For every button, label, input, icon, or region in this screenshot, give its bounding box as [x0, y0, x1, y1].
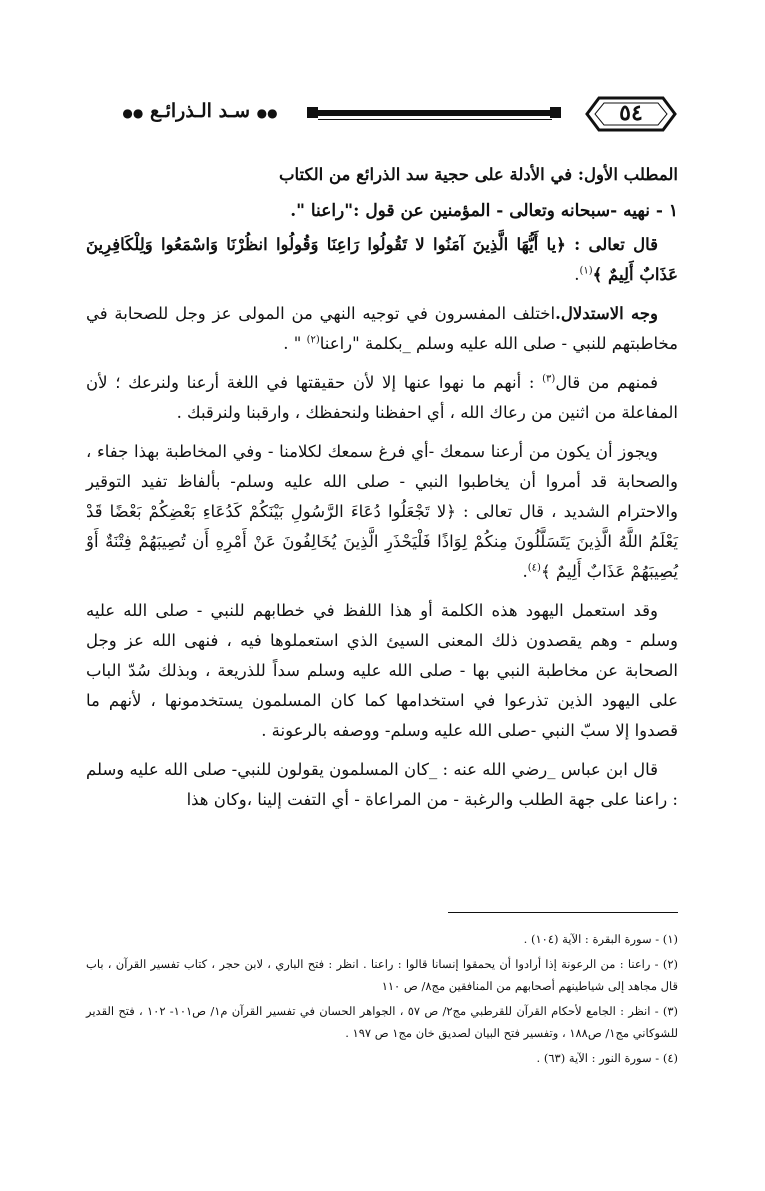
inference-label: وجه الاستدلال. [555, 304, 658, 323]
page-header [80, 86, 700, 142]
opinion-text-b: : أنهم ما نهوا عنها إلا لأن حقيقتها في اللغة أرعنا ولنرعك ؛ لأن المفاعلة من اثنين من رعاك الله ، أي احفظنا ولنحفظك ، وارقبنا ولنرقبك . [86, 373, 678, 422]
running-title [120, 100, 280, 122]
main-text [86, 160, 678, 824]
punct-1: . [574, 265, 580, 284]
footnote-2: (٢) - راعنا : من الرعونة إذا أرادوا أن يحمقوا إنسانا قالوا : راعنا . انظر : فتح الباري ، لابن حجر ، كتاب تفسير القرآن ، باب قال مجاهد إلى شياطينهم أصحابهم من المنافقين مج٨/ ص ١١٠ [86, 957, 678, 993]
punct-4: . [522, 562, 528, 581]
rule-square-right [550, 107, 561, 118]
page-number: ٥٤ [619, 100, 643, 126]
footnote-1: (١) - سورة البقرة : الآية (١٠٤) . [523, 932, 678, 946]
paragraph-jews: وقد استعمل اليهود هذه الكلمة أو هذا اللفظ في خطابهم للنبي - صلى الله عليه وسلم - وهم يقصدون ذلك المعنى السيئ الذي استعملوها فيه ، فنهى الله عز وجل الصحابة عن مخاطبة النبي بها - صلى الله عليه وسلم سداً للذريعة ، وبذلك سُدّ الباب على اليهود الذين تذرعوا في استخدامها كما كان المسلمون يستخدمونها ، لأنهم ما قصدوا إلا سبّ النبي -صلى الله عليه وسلم- ووصفه بالرعونة . [86, 601, 678, 740]
paragraph-verse-2 [86, 437, 678, 587]
verse-text-1: قال تعالى : ﴿يا أَيُّهَا الَّذِينَ آمَنُوا لا تَقُولُوا رَاعِنَا وَقُولُوا انظُرْنَا وَاسْمَعُوا وَلِلْكَافِرِينَ عَذَابٌ أَلِيمٌ ﴾ [86, 235, 678, 284]
paragraph-verse-1 [86, 230, 678, 290]
footnotes [86, 928, 678, 1072]
punct-2: " . [283, 334, 302, 353]
section-title: المطلب الأول: في الأدلة على حجية سد الذرائع من الكتاب [278, 165, 678, 184]
paragraph-ibn-abbas: قال ابن عباس _رضي الله عنه : _كان المسلمون يقولون للنبي- صلى الله عليه وسلم : راعنا على جهة الطلب والرغبة - من المراعاة - أي التفت إلينا ،وكان هذا [86, 760, 678, 809]
footnote-ref-2: (٢) [306, 334, 320, 346]
footnote-ref-1: (١) [579, 265, 593, 277]
footnote-ref-4: (٤) [527, 562, 541, 574]
page-number-badge [585, 90, 677, 138]
footnote-separator [448, 912, 678, 913]
footnote-4: (٤) - سورة النور : الآية (٦٣) . [536, 1051, 678, 1065]
header-rule [318, 110, 552, 116]
paragraph-opinion [86, 368, 678, 428]
running-title-text: سـد الـذرائـع [149, 100, 251, 122]
footnote-ref-3: (٣) [542, 373, 556, 385]
opinion-text-a: فمنهم من قال [555, 373, 658, 392]
verse-context-text: ويجوز أن يكون من أرعنا سمعك -أي فرغ سمعك لكلامنا - وفي المخاطبة بهذا جفاء ، والصحابة قد أمروا أن يخاطبوا النبي - صلى الله عليه وسلم- بألفاظ تفيد التوقير والاحترام الشديد ، قال تعالى : ﴿لا تَجْعَلُوا دُعَاءَ الرَّسُولِ بَيْنَكُمْ كَدُعَاءِ بَعْضِكُمْ بَعْضًا قَدْ يَعْلَمُ اللَّهُ الَّذِينَ يَتَسَلَّلُونَ مِنكُمْ لِوَاذًا فَلْيَحْذَرِ الَّذِينَ يُخَالِفُونَ عَنْ أَمْرِهِ أَن تُصِيبَهُمْ فِتْنَةٌ أَوْ يُصِيبَهُمْ عَذَابٌ أَلِيمٌ ﴾ [86, 442, 678, 581]
title-dots-left: ●● [122, 106, 144, 120]
subheading: ١ - نهيه -سبحانه وتعالى - المؤمنين عن قول :"راعنا ". [290, 201, 678, 221]
paragraph-inference [86, 299, 678, 359]
rule-square-left [307, 107, 318, 118]
header-rule-thin [318, 119, 552, 120]
footnote-3: (٣) - انظر : الجامع لأحكام القرآن للقرطبي مج٢/ ص ٥٧ ، الجواهر الحسان في تفسير القرآن م١/ ص١٠١- ١٠٢ ، فتح القدير للشوكاني مج١/ ص١٨٨ ، وتفسير فتح البيان لصديق خان مج١ ص ١٩٧ . [86, 1004, 679, 1040]
inference-text: اختلف المفسرون في توجيه النهي من المولى عز وجل للصحابة في مخاطبتهم للنبي - صلى الله عليه وسلم _بكلمة "راعنا [86, 304, 678, 353]
title-dots-right: ●● [256, 106, 278, 120]
